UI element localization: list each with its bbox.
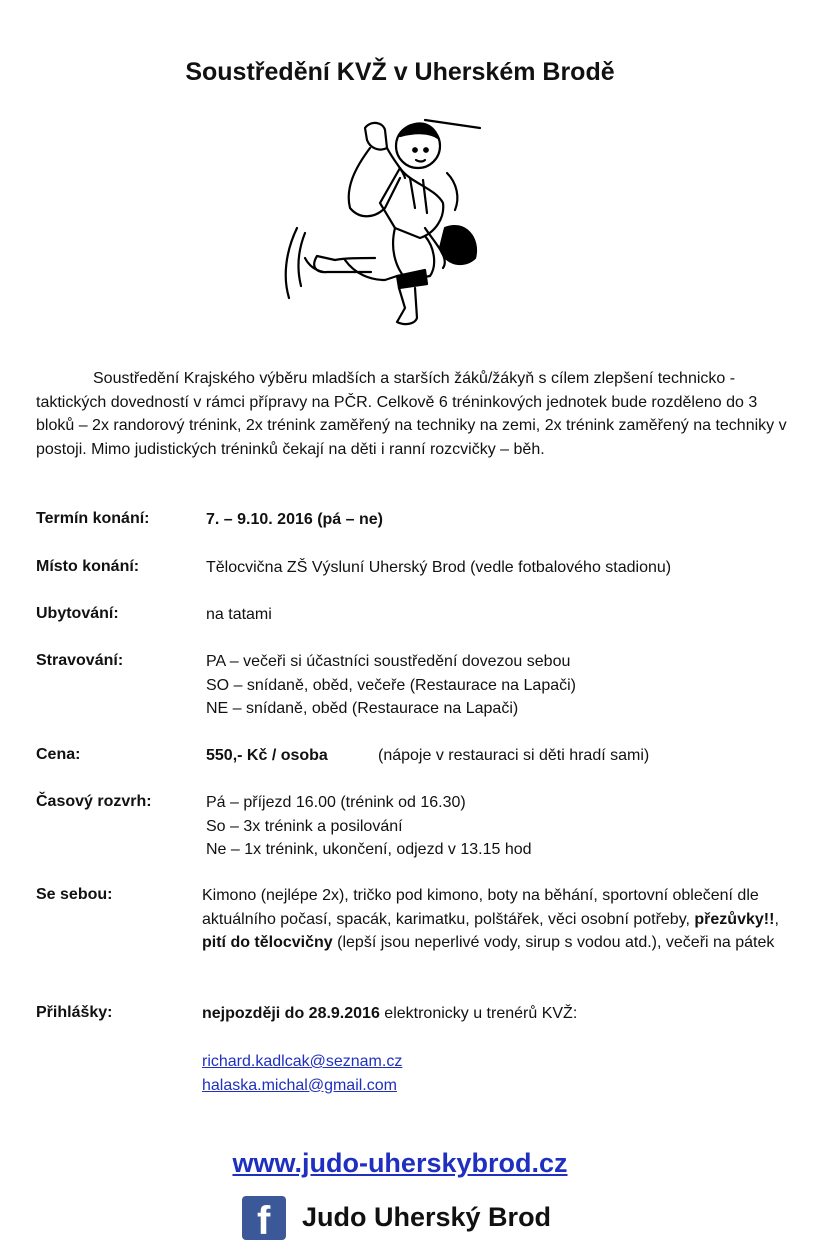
page-title: Soustředění KVŽ v Uherském Brodě: [185, 58, 615, 86]
sebou-value: [202, 884, 792, 955]
prihlasky-label: Přihlášky:: [36, 1004, 113, 1021]
stravovani-value: [206, 650, 576, 721]
facebook-letter: f: [257, 1199, 271, 1243]
sebou-text: (lepší jsou neperlivé vody, sirup s vodou atd.), večeři na pátek: [332, 934, 775, 951]
email-list: [202, 1050, 402, 1097]
stravovani-line: NE – snídaně, oběd (Restaurace na Lapači): [206, 700, 519, 717]
email-link[interactable]: richard.kadlcak@seznam.cz: [202, 1053, 403, 1070]
cena-note: (nápoje v restauraci si děti hradí sami): [378, 747, 650, 764]
rozvrh-line: So – 3x trénink a posilování: [206, 817, 403, 835]
cena-label: Cena:: [36, 746, 81, 763]
stravovani-label: Stravování:: [36, 652, 124, 669]
intro-text: Soustředění Krajského výběru mladších a starších žáků/žákyň s cílem zlepšení technicko - taktických dovedností v rámci přípravy na PČR. Celkově 6 tréninkových jednotek bude rozděleno do 3 bloků – 2x randorový trénink, 2x trénink zaměřený na techniky na zemi, 2x trénink zaměřený na techniky v postoji. Mimo judistických tréninků čekají na děti i ranní rozcvičky – běh.: [36, 370, 787, 458]
stravovani-line: PA – večeři si účastníci soustředění dovezou sebou: [206, 653, 571, 670]
facebook-icon[interactable]: [242, 1196, 286, 1243]
misto-value: Tělocvična ZŠ Výsluní Uherský Brod (vedle fotbalového stadionu): [206, 559, 672, 576]
termin-label: Termín konání:: [36, 510, 150, 527]
website-link[interactable]: www.judo-uherskybrod.cz: [232, 1148, 568, 1178]
prihlasky-deadline: nejpozději do 28.9.2016: [202, 1005, 380, 1022]
sebou-text: ,: [774, 910, 779, 928]
sebou-label: Se sebou:: [36, 886, 113, 903]
rozvrh-line: Ne – 1x trénink, ukončení, odjezd v 13.15 hod: [206, 841, 532, 858]
website: [0, 1148, 800, 1179]
intro-paragraph: [36, 367, 796, 461]
cena-value: 550,- Kč / osoba: [206, 747, 328, 764]
stravovani-line: SO – snídaně, oběd, večeře (Restaurace na Lapači): [206, 676, 576, 694]
ubytovani-value: na tatami: [206, 606, 272, 623]
ubytovani-label: Ubytování:: [36, 605, 119, 622]
sebou-bold-text: přezůvky!!: [694, 910, 775, 928]
rozvrh-line: Pá – příjezd 16.00 (trénink od 16.30): [206, 794, 466, 811]
misto-label: Místo konání:: [36, 558, 140, 575]
prihlasky-value: [202, 1002, 577, 1026]
email-link[interactable]: halaska.michal@gmail.com: [202, 1076, 397, 1094]
facebook-page-name: Judo Uherský Brod: [302, 1202, 552, 1232]
rozvrh-label: Časový rozvrh:: [36, 793, 152, 810]
rozvrh-value: [206, 791, 532, 862]
sebou-text: Kimono (nejlépe 2x), tričko pod kimono, boty na běhání, sportovní oblečení dle aktuálního počasí, spacák, karimatku, polštářek, věci osobní potřeby,: [202, 887, 759, 928]
termin-value: 7. – 9.10. 2016 (pá – ne): [206, 511, 383, 528]
prihlasky-rest: elektronicky u trenérů KVŽ:: [379, 1005, 578, 1022]
sebou-bold-text: pití do tělocvičny: [202, 934, 333, 951]
judo-throw-illustration: [275, 108, 500, 333]
